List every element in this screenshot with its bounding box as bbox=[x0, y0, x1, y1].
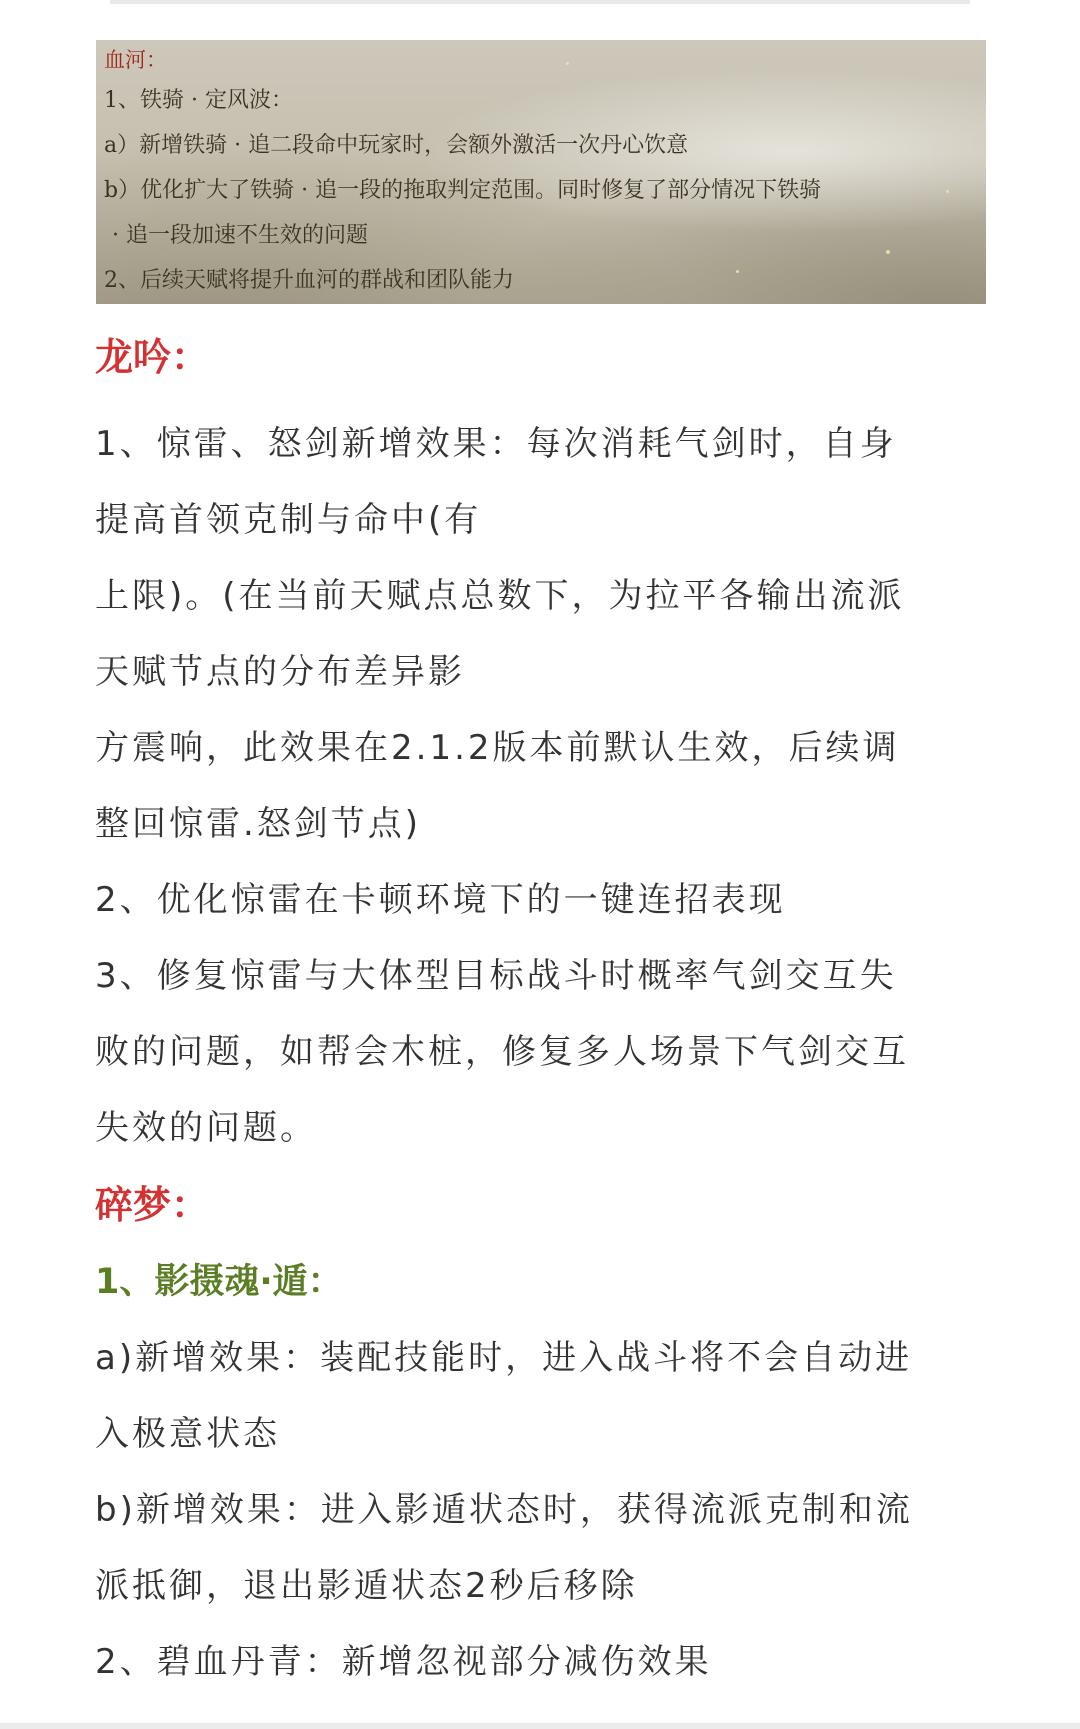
note-line: 2、后续天赋将提升血河的群战和团队能力 bbox=[104, 268, 514, 293]
paragraph-line: 派抵御，退出影遁状态2秒后移除 bbox=[95, 1566, 638, 1606]
paragraph-line: 2、优化惊雷在卡顿环境下的一键连招表现 bbox=[95, 880, 786, 920]
paragraph-line: 天赋节点的分布差异影 bbox=[95, 652, 465, 692]
paragraph-line: 1、惊雷、怒剑新增效果：每次消耗气剑时，自身 bbox=[95, 424, 897, 464]
section-heading-suimeng: 碎梦： bbox=[95, 1183, 210, 1227]
note-title: 血河： bbox=[104, 48, 167, 72]
paragraph-line: b)新增效果：进入影遁状态时，获得流派克制和流 bbox=[95, 1490, 913, 1530]
paragraph-line: a)新增效果：装配技能时，进入战斗将不会自动进 bbox=[95, 1338, 913, 1378]
paragraph-line: 失效的问题。 bbox=[95, 1108, 317, 1148]
bottom-divider bbox=[0, 1723, 1080, 1729]
paragraph-line: 入极意状态 bbox=[95, 1414, 280, 1454]
note-line: b）优化扩大了铁骑 · 追一段的拖取判定范围。同时修复了部分情况下铁骑 bbox=[104, 178, 822, 203]
paragraph-line: 提高首领克制与命中(有 bbox=[95, 500, 482, 540]
paragraph-line: 3、修复惊雷与大体型目标战斗时概率气剑交互失 bbox=[95, 956, 897, 996]
top-divider bbox=[110, 0, 970, 4]
note-line: · 追一段加速不生效的问题 bbox=[112, 223, 368, 248]
paragraph-line: 方震响，此效果在2.1.2版本前默认生效，后续调 bbox=[95, 728, 900, 768]
paragraph-line: 败的问题，如帮会木桩，修复多人场景下气剑交互 bbox=[95, 1032, 909, 1072]
paragraph-line: 2、碧血丹青：新增忽视部分减伤效果 bbox=[95, 1642, 712, 1682]
note-line: a）新增铁骑 · 追二段命中玩家时，会额外激活一次丹心饮意 bbox=[104, 133, 689, 158]
note-line: 1、铁骑 · 定风波： bbox=[104, 88, 293, 113]
section-heading-longyin: 龙吟： bbox=[95, 335, 210, 379]
patch-note-screenshot bbox=[96, 40, 986, 304]
sub-heading-yingshehun: 1、影摄魂·遁： bbox=[95, 1262, 343, 1302]
article-content bbox=[95, 328, 995, 1700]
paragraph-line: 整回惊雷.怒剑节点) bbox=[95, 804, 422, 844]
paragraph-line: 上限)。(在当前天赋点总数下，为拉平各输出流派 bbox=[95, 576, 905, 616]
